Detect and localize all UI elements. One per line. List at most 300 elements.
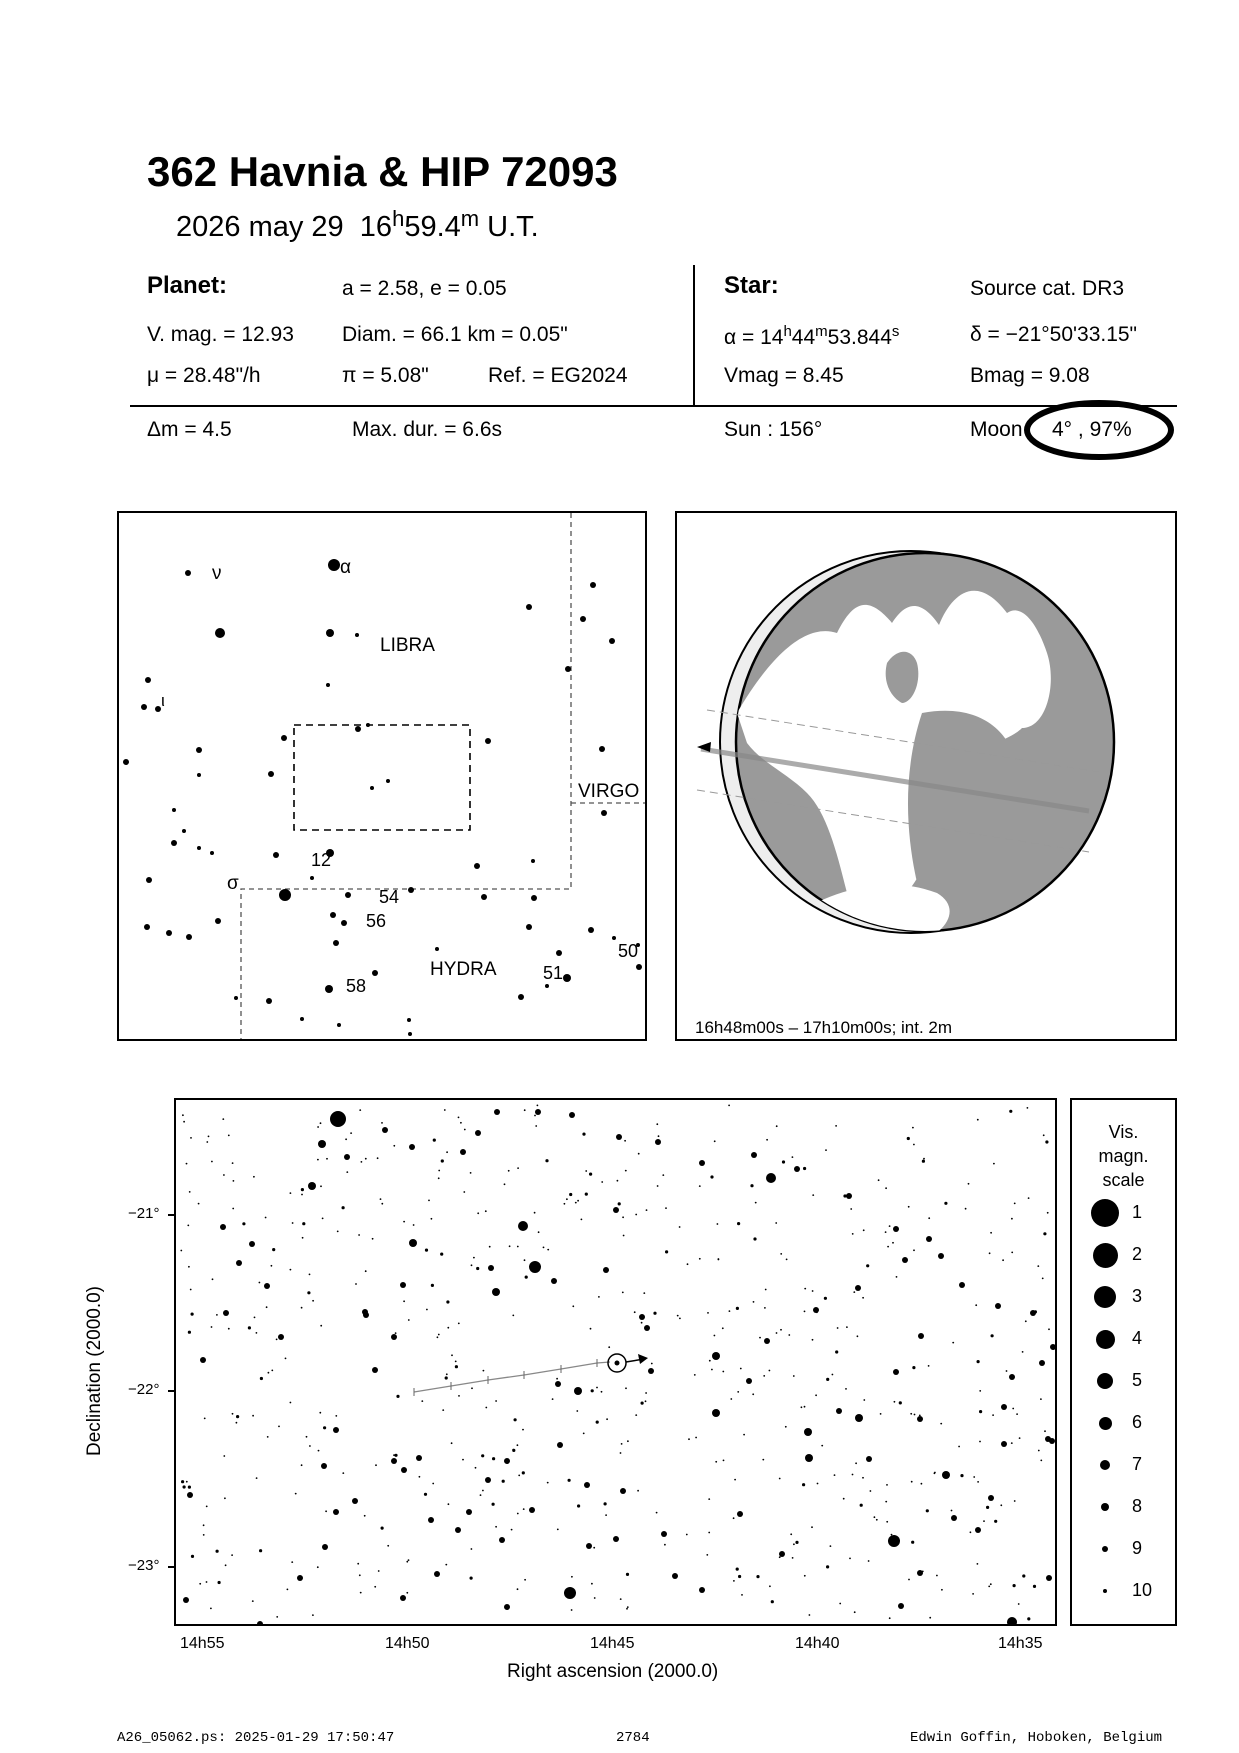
planet-orbit: a = 2.58, e = 0.05 — [342, 277, 507, 300]
sky-star-faint — [359, 1574, 361, 1576]
sky-star-faint — [714, 1140, 716, 1142]
sky-star — [529, 1507, 535, 1513]
sky-star-faint — [380, 1198, 382, 1200]
sky-star — [584, 1482, 590, 1488]
sky-star-faint — [635, 1414, 637, 1416]
sky-star-faint — [254, 1317, 256, 1319]
sky-star-faint — [216, 1550, 219, 1553]
sky-star-faint — [651, 1363, 653, 1365]
sky-star-faint — [272, 1248, 275, 1251]
sky-star-faint — [852, 1233, 854, 1235]
sky-star-faint — [524, 1579, 526, 1581]
sky-star-faint — [914, 1414, 916, 1416]
sky-star-faint — [911, 1541, 914, 1544]
sky-star-faint — [187, 1225, 189, 1227]
sky-star-faint — [208, 1136, 210, 1138]
sky-star-faint — [545, 1159, 548, 1162]
sky-star-faint — [444, 1109, 446, 1111]
motion-arrow-head — [638, 1354, 648, 1364]
sky-star-faint — [517, 1167, 519, 1169]
sky-star-faint — [572, 1305, 574, 1307]
finder-star — [145, 677, 151, 683]
sky-star-faint — [495, 1526, 497, 1528]
sky-star — [746, 1378, 752, 1384]
delta-mag: Δm = 4.5 — [147, 418, 232, 441]
star-label-alpha: α — [340, 557, 351, 578]
sky-star-faint — [929, 1617, 931, 1619]
finder-star — [171, 840, 177, 846]
sky-star-faint — [662, 1174, 664, 1176]
sky-star-faint — [736, 1568, 739, 1571]
finder-star — [355, 633, 359, 637]
sky-star-faint — [926, 1509, 929, 1512]
finder-star — [144, 924, 150, 930]
sky-star-faint — [460, 1122, 462, 1124]
sky-star — [699, 1160, 705, 1166]
sky-star-faint — [994, 1520, 997, 1523]
sky-star-faint — [853, 1291, 855, 1293]
finder-star — [166, 930, 172, 936]
xtick-1440: 14h40 — [795, 1635, 840, 1652]
sky-star-faint — [428, 1200, 430, 1202]
sky-star-faint — [211, 1161, 213, 1163]
sky-star-faint — [835, 1350, 838, 1353]
finder-star — [609, 638, 615, 644]
sky-star — [672, 1573, 678, 1579]
sky-star — [846, 1193, 852, 1199]
sky-star-faint — [403, 1221, 405, 1223]
sky-star-faint — [301, 1307, 303, 1309]
sky-star-faint — [512, 1315, 514, 1317]
sky-star-faint — [451, 1354, 453, 1356]
sky-star-faint — [191, 1555, 194, 1558]
finder-star — [590, 582, 596, 588]
legend-dot — [1093, 1243, 1118, 1268]
sky-star-faint — [223, 1174, 225, 1176]
moon-value: 4° , 97% — [1052, 418, 1132, 441]
sky-star-faint — [319, 1412, 321, 1414]
sky-star-faint — [556, 1378, 558, 1380]
sky-star-faint — [265, 1217, 267, 1219]
sky-star — [644, 1325, 650, 1331]
sky-star-faint — [753, 1301, 755, 1303]
sky-star-faint — [923, 1158, 925, 1160]
sky-star-faint — [364, 1515, 366, 1517]
sky-star-faint — [965, 1208, 967, 1210]
sky-star-faint — [1011, 1442, 1013, 1444]
xtick-1445: 14h45 — [590, 1635, 635, 1652]
sky-star — [613, 1536, 619, 1542]
sky-star-faint — [623, 1235, 625, 1237]
sky-star-faint — [874, 1516, 876, 1518]
planet-heading: Planet: — [147, 272, 228, 299]
sky-star-faint — [432, 1483, 434, 1485]
legend-row — [1072, 1530, 1175, 1568]
sky-star-faint — [445, 1564, 447, 1566]
sky-star-faint — [598, 1296, 600, 1298]
sky-star-faint — [845, 1388, 847, 1390]
sky-star-faint — [408, 1319, 410, 1321]
sky-star-faint — [535, 1125, 537, 1127]
sky-star-faint — [290, 1269, 292, 1271]
sky-star-faint — [1043, 1232, 1046, 1235]
legend-dot — [1101, 1503, 1109, 1511]
sky-star — [475, 1130, 481, 1136]
sky-star-faint — [973, 1476, 975, 1478]
sky-star-faint — [365, 1158, 367, 1160]
sky-star-faint — [223, 1455, 225, 1457]
sky-star-faint — [1040, 1460, 1042, 1462]
legend-dot — [1100, 1460, 1110, 1470]
sky-star-faint — [377, 1157, 379, 1159]
sky-star-faint — [571, 1576, 573, 1578]
sky-star-faint — [846, 1326, 848, 1328]
sky-star — [409, 1239, 417, 1247]
sky-star-faint — [876, 1519, 878, 1521]
sky-star — [488, 1265, 494, 1271]
sky-star-faint — [792, 1557, 794, 1559]
sky-star-faint — [481, 1454, 484, 1457]
sky-star-faint — [517, 1513, 519, 1515]
sky-star-faint — [256, 1477, 258, 1479]
finder-star — [123, 759, 129, 765]
sky-star-faint — [222, 1118, 224, 1120]
sky-star-faint — [771, 1600, 774, 1603]
sky-star-faint — [605, 1514, 607, 1516]
finder-star — [326, 629, 334, 637]
sky-star-faint — [753, 1237, 756, 1240]
sky-star-faint — [617, 1180, 619, 1182]
sky-star-faint — [552, 1398, 554, 1400]
sky-star-faint — [180, 1250, 182, 1252]
sky-star-faint — [585, 1193, 588, 1196]
sky-star — [391, 1334, 397, 1340]
finder-star — [300, 1017, 304, 1021]
sky-star-faint — [825, 1149, 827, 1151]
sky-star-faint — [1047, 1212, 1049, 1214]
sky-star-faint — [568, 1479, 571, 1482]
sky-star-faint — [940, 1423, 942, 1425]
sky-star-faint — [575, 1202, 577, 1204]
sky-star-faint — [440, 1253, 443, 1256]
sky-star-faint — [653, 1312, 656, 1315]
sky-star — [321, 1463, 327, 1469]
sky-star-faint — [990, 1583, 992, 1585]
sky-star-faint — [537, 1105, 539, 1107]
sky-star-faint — [225, 1564, 227, 1566]
sky-star-faint — [730, 1398, 732, 1400]
sky-star-faint — [233, 1180, 235, 1182]
sky-star-faint — [762, 1459, 764, 1461]
sky-star-faint — [337, 1231, 339, 1233]
sky-star-faint — [608, 1346, 610, 1348]
sky-star-faint — [190, 1137, 192, 1139]
sky-star-faint — [1045, 1140, 1048, 1143]
sky-star-faint — [438, 1170, 440, 1172]
sky-star — [551, 1278, 557, 1284]
sky-star-faint — [307, 1291, 310, 1294]
star-label-56: 56 — [366, 911, 387, 931]
sky-star — [988, 1495, 994, 1501]
sky-star — [428, 1517, 434, 1523]
sky-star-faint — [268, 1372, 270, 1374]
page-title: 362 Havnia & HIP 72093 — [147, 148, 618, 195]
sky-star-faint — [259, 1282, 261, 1284]
finder-star — [279, 889, 291, 901]
finder-star — [612, 936, 616, 940]
sky-star-faint — [211, 1326, 213, 1328]
sky-star-faint — [804, 1406, 806, 1408]
sky-star-faint — [843, 1498, 845, 1500]
sky-star — [1049, 1438, 1055, 1444]
legend-mag-label: 4 — [1132, 1328, 1143, 1348]
finder-star — [215, 918, 221, 924]
finder-star — [531, 895, 537, 901]
sky-star-faint — [312, 1614, 314, 1616]
sky-star-faint — [206, 1581, 208, 1583]
sky-star-faint — [1011, 1218, 1013, 1220]
sky-star — [648, 1368, 654, 1374]
sky-star-faint — [736, 1307, 739, 1310]
sky-star — [917, 1416, 923, 1422]
sky-star-faint — [438, 1177, 440, 1179]
sky-star-faint — [228, 1328, 230, 1330]
sky-star-faint — [780, 1329, 782, 1331]
sky-star-faint — [809, 1614, 811, 1616]
finder-star — [333, 940, 339, 946]
sky-star-faint — [952, 1342, 954, 1344]
sky-star-faint — [866, 1264, 869, 1267]
sky-star — [1007, 1617, 1017, 1624]
sky-star-faint — [1037, 1265, 1039, 1267]
sky-star-faint — [485, 1407, 487, 1409]
sky-star-faint — [908, 1579, 910, 1581]
sky-star-faint — [1009, 1110, 1012, 1113]
legend-row — [1072, 1278, 1175, 1316]
sky-star-faint — [706, 1554, 708, 1556]
sky-star-faint — [534, 1212, 536, 1214]
sky-star-faint — [863, 1229, 865, 1231]
star-label-sigma: σ — [227, 873, 239, 894]
sky-star-faint — [335, 1415, 337, 1417]
sky-star — [866, 1456, 872, 1462]
star-label-51: 51 — [543, 963, 564, 983]
sky-star-faint — [290, 1402, 292, 1404]
sky-star-faint — [769, 1370, 771, 1372]
finder-star — [345, 892, 351, 898]
legend-mag-label: 6 — [1132, 1412, 1143, 1432]
sky-star — [764, 1338, 770, 1344]
sky-star-faint — [455, 1365, 458, 1368]
sky-star-faint — [641, 1322, 643, 1324]
hour-unit: h — [392, 206, 405, 231]
sky-star — [1001, 1404, 1007, 1410]
sky-star-faint — [894, 1401, 896, 1403]
finder-star — [325, 985, 333, 993]
sky-star-faint — [679, 1226, 681, 1228]
sky-star-faint — [786, 1259, 788, 1261]
sky-star-faint — [463, 1191, 465, 1193]
sky-star-faint — [381, 1527, 384, 1530]
sky-star-faint — [525, 1276, 528, 1279]
sky-star-faint — [320, 1185, 322, 1187]
sky-star-faint — [464, 1129, 466, 1131]
sky-star-faint — [852, 1474, 854, 1476]
sky-star — [499, 1537, 505, 1543]
finder-star — [386, 779, 390, 783]
sky-star-faint — [714, 1335, 716, 1337]
sky-star-faint — [471, 1387, 473, 1389]
xtick-1435: 14h35 — [998, 1635, 1043, 1652]
sky-star — [409, 1144, 415, 1150]
xtick-1455: 14h55 — [180, 1635, 225, 1652]
sky-star-faint — [395, 1332, 397, 1334]
sky-star-faint — [504, 1183, 506, 1185]
sky-star-faint — [471, 1548, 473, 1550]
sky-star-faint — [508, 1170, 510, 1172]
sky-star — [187, 1492, 193, 1498]
table-divider-horizontal — [130, 405, 1177, 407]
sky-star-faint — [591, 1389, 594, 1392]
sky-star-faint — [292, 1222, 294, 1224]
sky-star — [942, 1471, 950, 1479]
sky-star-faint — [826, 1565, 829, 1568]
sky-star-faint — [190, 1289, 192, 1291]
ytick-mark-22 — [168, 1390, 174, 1392]
sky-star-faint — [776, 1125, 778, 1127]
sky-star-faint — [779, 1556, 781, 1558]
sky-star — [555, 1381, 561, 1387]
sky-star-faint — [301, 1464, 303, 1466]
sky-star-faint — [741, 1594, 743, 1596]
sky-star-faint — [381, 1203, 383, 1205]
sky-star-faint — [622, 1489, 624, 1491]
sky-star-faint — [860, 1504, 863, 1507]
sky-star-faint — [601, 1391, 603, 1393]
star-dec: δ = −21°50'33.15" — [970, 323, 1138, 346]
sky-star-faint — [203, 1524, 205, 1526]
sky-star-faint — [1011, 1252, 1013, 1254]
sky-star — [352, 1498, 358, 1504]
finder-star — [565, 666, 571, 672]
star-label-12: 12 — [311, 850, 332, 870]
sky-star — [344, 1154, 350, 1160]
sky-star-faint — [203, 1534, 205, 1536]
sky-star — [855, 1414, 863, 1422]
sky-star — [400, 1282, 406, 1288]
sky-star — [888, 1535, 900, 1547]
sky-star — [712, 1409, 720, 1417]
sky-star-faint — [899, 1401, 902, 1404]
sky-star-faint — [295, 1493, 297, 1495]
sky-star-faint — [977, 1481, 979, 1483]
finder-star — [337, 1023, 341, 1027]
sky-star-faint — [635, 1214, 637, 1216]
sky-star-faint — [889, 1225, 891, 1227]
sky-star-faint — [907, 1137, 910, 1140]
legend-dot — [1091, 1199, 1119, 1227]
sky-star — [322, 1544, 328, 1550]
sky-star-faint — [857, 1335, 859, 1337]
sky-star-faint — [880, 1413, 882, 1415]
sky-star-faint — [729, 1310, 731, 1312]
sky-star — [308, 1182, 316, 1190]
sky-star-faint — [919, 1415, 921, 1417]
sky-star-faint — [645, 1400, 647, 1402]
sky-star-faint — [334, 1120, 336, 1122]
finder-star — [210, 851, 214, 855]
sky-star — [712, 1352, 720, 1360]
sky-star-faint — [870, 1490, 872, 1492]
sky-star-faint — [581, 1219, 583, 1221]
star-heading: Star: — [724, 272, 779, 299]
sky-star-faint — [485, 1210, 487, 1212]
sky-star — [699, 1587, 705, 1593]
sky-star-faint — [604, 1502, 607, 1505]
planet-motion: μ = 28.48"/h — [147, 364, 261, 387]
sky-star-faint — [912, 1127, 914, 1129]
legend-mag-label: 7 — [1132, 1454, 1143, 1474]
finder-star — [197, 846, 201, 850]
sky-star-faint — [795, 1541, 798, 1544]
sky-star-faint — [854, 1611, 856, 1613]
sky-star-faint — [734, 1479, 736, 1481]
sky-star-faint — [624, 1140, 626, 1142]
sky-star-faint — [232, 1413, 234, 1415]
sky-star-faint — [625, 1387, 627, 1389]
sky-star — [333, 1509, 339, 1515]
sky-star-faint — [889, 1617, 891, 1619]
sky-star-faint — [710, 1175, 713, 1178]
sky-star — [1001, 1441, 1007, 1447]
footer-file: A26_05062.ps: 2025-01-29 17:50:47 — [117, 1730, 395, 1746]
finder-star — [141, 704, 147, 710]
sky-star-faint — [431, 1284, 434, 1287]
sky-star-faint — [458, 1117, 460, 1119]
sky-star — [959, 1282, 965, 1288]
sky-star-faint — [788, 1334, 790, 1336]
sky-star-faint — [441, 1159, 444, 1162]
sky-star-faint — [804, 1288, 806, 1290]
sky-star-faint — [665, 1250, 668, 1253]
sky-star — [766, 1173, 776, 1183]
sky-star-faint — [968, 1183, 970, 1185]
sky-chart — [174, 1098, 1057, 1626]
sky-star — [363, 1312, 369, 1318]
sky-star-faint — [285, 1358, 287, 1360]
sky-star-faint — [641, 1402, 644, 1405]
field-of-view-rect — [294, 725, 470, 830]
sky-star — [223, 1310, 229, 1316]
sky-star-faint — [1042, 1278, 1044, 1280]
sky-star-faint — [396, 1395, 399, 1398]
sky-star-faint — [198, 1203, 200, 1205]
sky-star-faint — [1022, 1574, 1025, 1577]
sky-star-faint — [656, 1512, 658, 1514]
sky-star-faint — [934, 1472, 936, 1474]
sky-star — [1046, 1575, 1052, 1581]
target-star — [615, 1361, 620, 1366]
finder-star — [372, 970, 378, 976]
sky-star-faint — [448, 1503, 450, 1505]
sky-star-faint — [355, 1283, 357, 1285]
finder-star — [563, 974, 571, 982]
sky-star-faint — [317, 1159, 319, 1161]
sky-star-faint — [834, 1474, 836, 1476]
sky-star-faint — [826, 1378, 829, 1381]
sky-star-faint — [728, 1105, 730, 1107]
finder-star — [197, 773, 201, 777]
